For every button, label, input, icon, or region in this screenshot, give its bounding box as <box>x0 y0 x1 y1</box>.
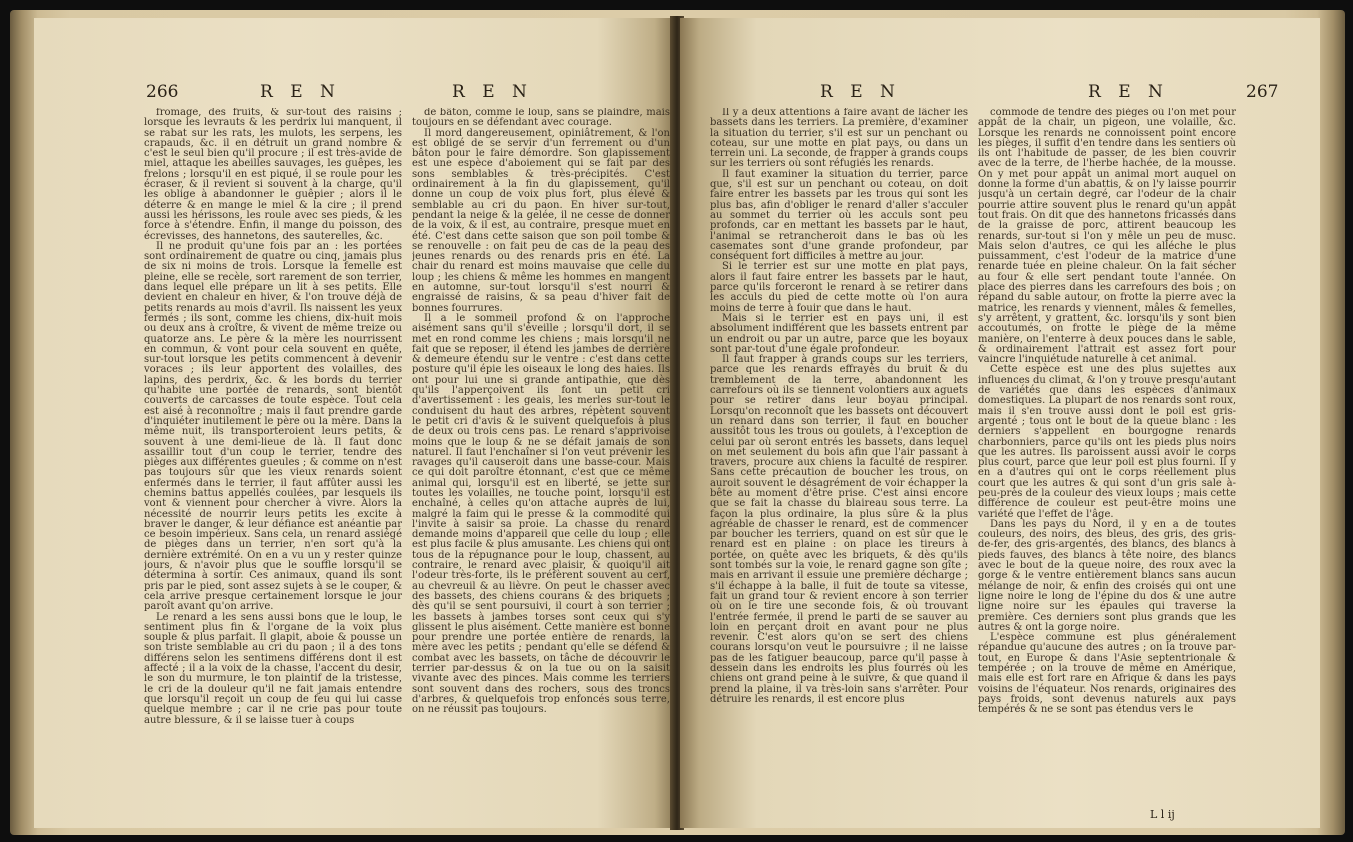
paragraph: Il faut frapper à grands coups sur les terriers, parce que les renards effrayés du bruit & du tremblement de la terre, abandonnent les carrefours où ils se tiennent volontiers aux aguets pour se retirer dans leur boyau principal. Lorsqu'on reconnoît que les bassets ont découvert un renard dans son terrier, il faut en boucher aussitôt tous les trous ou goulets, à l'exception de celui par où seront entrés les bassets, dans lequel on met seulement du bois afin que l'air passant à travers, procure aux chiens la faculté de respirer. Sans cette précaution de boucher les trous, on auroit souvent le désagrément de voir échapper la bête au moment d'être prise. C'est ainsi encore que se fait la chasse du blaireau sous terre. La façon la plus ordinaire, la plus sûre & la plus agréable de chasser le renard, est de commencer par boucher les terriers, quand on est sûr que le renard est en plaine : on place les tireurs à portée, on quête avec les briquets, & dès qu'ils sont tombés sur la voie, le renard gagne son gîte ; mais en arrivant il essuie une première décharge ; s'il échappe à la balle, il fuit de toute sa vitesse, fait un grand tour & revient encore à son terrier où on le tire une seconde fois, & où trouvant l'entrée fermée, il prend le parti de se sauver au loin en perçant droit en avant pour ne plus revenir. C'est alors qu'on se sert des chiens courans lorsqu'on veut le poursuivre ; il ne laisse pas de les fatiguer beaucoup, parce qu'il passe à dessein dans les endroits les plus fourrés où les chiens ont grand peine à le suivre, & que quand il prend la plaine, il va très-loin sans s'arrêter. Pour détruire les renards, il est encore plus <box>710 354 968 705</box>
left-page <box>34 18 674 828</box>
paragraph: Si le terrier est sur une motte en plat pays, alors il faut faire entrer les bassets par le haut, parce qu'ils forceront le renard à se retirer dans les acculs du pied de cette motte où l'on aura moins de terre à fouir que dans le haut. <box>710 261 968 314</box>
left-page-column-1 <box>144 108 402 808</box>
signature-mark: L l ij <box>1150 808 1175 821</box>
book-spread <box>10 10 1345 835</box>
left-page-column-2 <box>412 108 670 808</box>
paragraph: Mais si le terrier est en pays uni, il est absolument indifférent que les bassets entrent par un endroit ou par un autre, parce que les boyaux sont par-tout d'une égale profondeur. <box>710 312 968 355</box>
paragraph: commode de tendre des pièges où l'on met pour appât de la chair, un pigeon, une volaille, &c. Lorsque les renards ne connoissent point encore les pièges, il suffit d'en tendre dans les sentiers où ils ont l'habitude de passer, de les bien couvrir avec de la terre, de l'herbe hachée, de la mousse. On y met pour appât un animal mort auquel on donne la forme d'un abattis, & on l'y laisse pourrir jusqu'à un certain degré, car l'odeur de la chair pourrie attire souvent plus le renard qu'un appât tout frais. On dit que des hannetons fricassés dans de la graisse de porc, attirent beaucoup les renards, sur-tout si l'on y mêle un peu de musc. Mais selon d'autres, ce qui les alléche le plus puissamment, c'est l'odeur de la matrice d'une renarde tuée en pleine chaleur. On la fait sécher au four & elle sert pendant toute l'année. On place des pierres dans les carrefours des bois ; on répand du sable autour, on frotte la pierre avec la matrice, les renards y viennent, mâles & femelles, s'y arrêtent, y grattent, &c. lorsqu'ils y sont bien accoutumés, on frotte le piège de la même manière, on l'enterre à deux pouces dans le sable, & ordinairement l'attrait est assez fort pour vaincre l'inquiétude naturelle à cet animal. <box>978 108 1236 366</box>
left-page-header <box>34 82 674 108</box>
right-page <box>680 18 1320 828</box>
paragraph: Le renard a les sens aussi bons que le loup, le sentiment plus fin & l'organe de la voix plus souple & plus parfait. Il glapit, aboie & pousse un son triste semblable au cri du paon ; il a des tons différens selon les sentimens différens dont il est affecté ; il a la voix de la chasse, l'accent du desir, le son du murmure, le ton plaintif de la tristesse, le cri de la douleur qu'il ne fait jamais entendre que lorsqu'il reçoit un coup de feu qui lui casse quelque membre ; car il ne crie pas pour toute autre blessure, & il se laisse tuer à coups <box>144 611 402 726</box>
right-page-column-2 <box>978 108 1236 828</box>
right-page-header <box>680 82 1320 108</box>
left-page-number: 266 <box>146 82 179 102</box>
right-running-title-1: R E N <box>820 82 901 102</box>
right-page-number: 267 <box>1246 82 1279 102</box>
paragraph: de bâton, comme le loup, sans se plaindre, mais toujours en se défendant avec courage. <box>412 108 670 129</box>
paragraph: Cette espèce est une des plus sujettes aux influences du climat, & l'on y trouve presqu'autant de variétés que dans les espèces d'animaux domestiques. La plupart de nos renards sont roux, mais il s'en trouve aussi dont le poil est gris-argenté ; tous ont le bout de la queue blanc : les derniers s'appellent en bourgogne renards charbonniers, parce qu'ils ont les pieds plus noirs que les autres. Ils paroissent aussi avoir le corps plus court, parce que leur poil est plus fourni. Il y en a d'autres qui ont le corps réellement plus court que les autres & qui sont d'un gris sale à-peu-près de la couleur des vieux loups ; mais cette différence de couleur est peut-être moins une variété que l'effet de l'âge. <box>978 364 1236 520</box>
right-running-title-2: R E N <box>1088 82 1169 102</box>
paragraph: Il a le sommeil profond & on l'approche aisément sans qu'il s'éveille ; lorsqu'il dort, il se met en rond comme les chiens ; mais lorsqu'il ne fait que se reposer, il étend les jambes de derrière & demeure étendu sur le ventre : c'est dans cette posture qu'il épie les oiseaux le long des haies. Ils ont pour lui une si grande antipathie, que dès qu'ils l'apperçoivent ils font un petit cri d'avertissement : les geais, les merles sur-tout le conduisent du haut des arbres, répètent souvent le petit cri d'avis & le suivent quelquefois à plus de deux ou trois cens pas. Le renard s'apprivoise moins que le loup & ne se défait jamais de son naturel. Il faut l'enchaîner si l'on veut prévenir les ravages qu'il causeroit dans une basse-cour. Mais ce qui doit paroître étonnant, c'est que ce même animal qui, lorsqu'il est en liberté, se jette sur toutes les volailles, ne touche point, lorsqu'il est enchaîné, à celles qu'on attache auprès de lui, malgré la faim qui le presse & la commodité qui l'invite à saisir sa proie. La chasse du renard demande moins d'appareil que celle du loup ; elle est plus facile & plus amusante. Les chiens qui ont tous de la répugnance pour le loup, chassent, au contraire, le renard avec plaisir, & quoiqu'il ait l'odeur très-forte, ils le préfèrent souvent au cerf, au chevreuil & au lièvre. On peut le chasser avec des bassets, des chiens courans & des briquets ; dès qu'il se sent poursuivi, il court à son terrier ; les bassets à jambes torses sont ceux qui s'y glissent le plus aisément. Cette manière est bonne pour prendre une portée entière de renards, la mère avec les petits ; pendant qu'elle se défend & combat avec les bassets, on tâche de découvrir le terrier par-dessus & on la tue ou on la saisit vivante avec des pinces. Mais comme les terriers sont souvent dans des rochers, sous des troncs d'arbres, & quelquefois trop enfoncés sous terre, on ne réussit pas toujours. <box>412 312 670 716</box>
left-running-title-2: R E N <box>452 82 533 102</box>
paragraph: Il ne produit qu'une fois par an : les portées sont ordinairement de quatre ou cinq, jamais plus de six ni moins de trois. Lorsque la femelle est pleine, elle se recèle, sort rarement de son terrier, dans lequel elle prépare un lit à ses petits. Elle devient en chaleur en hiver, & l'on trouve déjà de petits renards au mois d'avril. Ils naissent les yeux fermés ; ils sont, comme les chiens, dix-huit mois ou deux ans à croître, & vivent de même treize ou quatorze ans. Le père & la mère les nourrissent en commun, & vont pour cela souvent en quête, sur-tout lorsque les petits commencent à devenir voraces ; ils leur apportent des volailles, des lapins, des perdrix, &c. & les bords du terrier qu'habite une portée de renards, sont bientôt couverts de carcasses de toute espèce. Tout cela est aisé à reconnoître ; mais il faut prendre garde d'inquiéter inutilement le père ou la mère. Dans la même nuit, ils transporteroient leurs petits, & souvent à une demi-lieue de là. Il faut donc assaillir tout d'un coup le terrier, tendre des pièges aux différentes gueules ; & comme on n'est pas toujours sûr que les vieux renards soient enfermés dans le terrier, il faut affûter aussi les chemins battus appellés coulées, par lesquels ils vont & viennent pour chercher à vivre. Alors la nécessité de nourrir leurs petits les excite à braver le danger, & leur défiance est anéantie par ce besoin impérieux. Sans cela, un renard assiégé de pièges dans un terrier, n'en sort qu'à la dernière extrémité. On en a vu un y rester quinze jours, & n'avoir plus que le souffle lorsqu'il se détermina à sortir. Ces animaux, quand ils sont pris par le pied, sont assez sujets à se le couper, & cela arrive presque certainement lorsque le jour paroît avant qu'on arrive. <box>144 240 402 613</box>
paragraph: Dans les pays du Nord, il y en a de toutes couleurs, des noirs, des bleus, des gris, des gris-de-fer, des gris-argentés, des blancs, des blancs à pieds fauves, des blancs à tête noire, des blancs avec le bout de la queue noire, des roux avec la gorge & le ventre entièrement blancs sans aucun mélange de noir, & enfin des croisés qui ont une ligne noire le long de l'épine du dos & une autre ligne noire sur les épaules qui traverse la première. Ces derniers sont plus grands que les autres & ont la gorge noire. <box>978 518 1236 633</box>
paragraph: Il faut examiner la situation du terrier, parce que, s'il est sur un penchant ou coteau, on doit faire entrer les bassets par les trous qui sont les plus bas, afin d'obliger le renard d'aller s'acculer au sommet du terrier où les acculs sont peu profonds, car en mettant les bassets par le haut, l'animal se retrancheroit dans le bas où les casemates sont d'une grande profondeur, par conséquent fort difficiles à mettre au jour. <box>710 168 968 263</box>
right-page-column-1 <box>710 108 968 808</box>
paragraph: fromage, des fruits, & sur-tout des raisins ; lorsque les levrauts & les perdrix lui manquent, il se rabat sur les rats, les mulots, les serpens, les crapauds, &c. il en détruit un grand nombre & c'est le seul bien qu'il procure ; il est très-avide de miel, attaque les abeilles sauvages, les guêpes, les frelons ; lorsqu'il en est piqué, il se roule pour les écraser, & il revient si souvent à la charge, qu'il les oblige à abandonner le guêpier ; alors il le déterre & en mange le miel & la cire ; il prend aussi les hérissons, les roule avec ses pieds, & les force à s'étendre. Enfin, il mange du poisson, des écrevisses, des hannetons, des sauterelles, &c. <box>144 108 402 242</box>
paragraph: Il y a deux attentions à faire avant de lâcher les bassets dans les terriers. La première, d'examiner la situation du terrier, s'il est sur un penchant ou coteau, sur une motte en plat pays, ou dans un terrein uni. La seconde, de frapper à grands coups sur les terriers où sont réfugiés les renards. <box>710 108 968 170</box>
paragraph: Il mord dangereusement, opiniâtrement, & l'on est obligé de se servir d'un ferrement ou d'un bâton pour le faire démordre. Son glapissement est une espèce d'aboiement qui se fait par des sons semblables & très-précipités. C'est ordinairement à la fin du glapissement, qu'il donne un coup de voix plus fort, plus élevé & semblable au cri du paon. En hiver sur-tout, pendant la neige & la gelée, il ne cesse de donner de la voix, & il est, au contraire, presque muet en été. C'est dans cette saison que son poil tombe & se renouvelle : on fait peu de cas de la peau des jeunes renards ou des renards pris en été. La chair du renard est moins mauvaise que celle du loup ; les chiens & même les hommes en mangent en automne, sur-tout lorsqu'il s'est nourri & engraissé de raisins, & sa peau d'hiver fait de bonnes fourrures. <box>412 127 670 314</box>
paragraph: L'espèce commune est plus généralement répandue qu'aucune des autres ; on la trouve par-tout, en Europe & dans l'Asie septentrionale & tempérée ; on la trouve de même en Amérique, mais elle est fort rare en Afrique & dans les pays voisins de l'équateur. Nos renards, originaires des pays froids, sont devenus naturels aux pays tempérés & ne se sont pas étendus vers le <box>978 632 1236 716</box>
left-running-title-1: R E N <box>260 82 341 102</box>
